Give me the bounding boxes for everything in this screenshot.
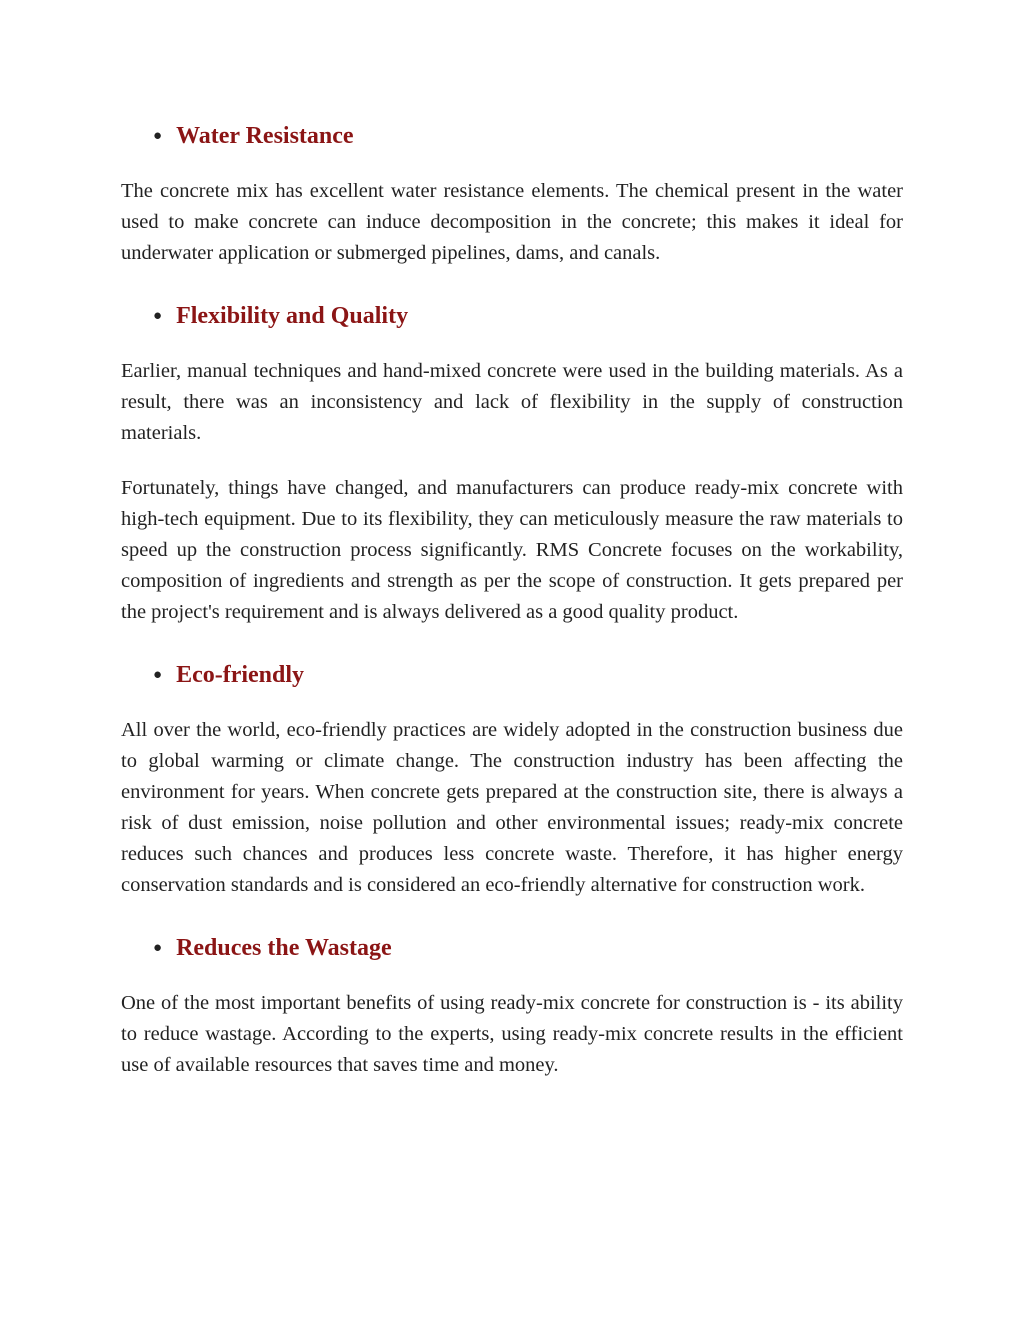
bullet-icon: ● [153, 128, 163, 144]
heading-text: Eco-friendly [176, 662, 305, 688]
document-page [121, 118, 903, 1081]
paragraph: Fortunately, things have changed, and manufacturers can produce ready-mix concrete with high-tech equipment. Due to its flexibility, they can meticulously measure the raw materials to speed up the construction process significantly. RMS Concrete focuses on the workability, composition of ingredients and strength as per the scope of construction. It gets prepared per the project's requirement and is always delivered as a good quality product. [121, 477, 903, 623]
heading-text: Water Resistance [176, 123, 354, 149]
paragraph: The concrete mix has excellent water resistance elements. The chemical present in the water used to make concrete can induce decomposition in the concrete; this makes it ideal for underwater application or submerged pipelines, dams, and canals. [121, 180, 903, 264]
bullet-icon: ● [153, 667, 163, 683]
paragraph: All over the world, eco-friendly practices are widely adopted in the construction business due to global warming or climate change. The construction industry has been affecting the environment for years. When concrete gets prepared at the construction site, there is always a risk of dust emission, noise pollution and other environmental issues; ready-mix concrete reduces such chances and produces less concrete waste. Therefore, it has higher energy conservation standards and is considered an eco-friendly alternative for construction work. [121, 719, 903, 896]
section-heading-water-resistance [121, 118, 903, 154]
section-heading-eco-friendly [121, 657, 903, 693]
paragraph: Earlier, manual techniques and hand-mixed concrete were used in the building materials. As a result, there was an inconsistency and lack of flexibility in the supply of construction materials. [121, 360, 903, 444]
section-heading-flexibility-and-quality [121, 298, 903, 334]
bullet-icon: ● [153, 308, 163, 324]
paragraph: One of the most important benefits of using ready-mix concrete for construction is - its ability to reduce wastage. According to the experts, using ready-mix concrete results in the efficient use of available resources that saves time and money. [121, 992, 903, 1076]
section-heading-reduces-the-wastage [121, 930, 903, 966]
heading-text: Reduces the Wastage [176, 935, 392, 961]
heading-text: Flexibility and Quality [176, 303, 409, 329]
bullet-icon: ● [153, 940, 163, 956]
